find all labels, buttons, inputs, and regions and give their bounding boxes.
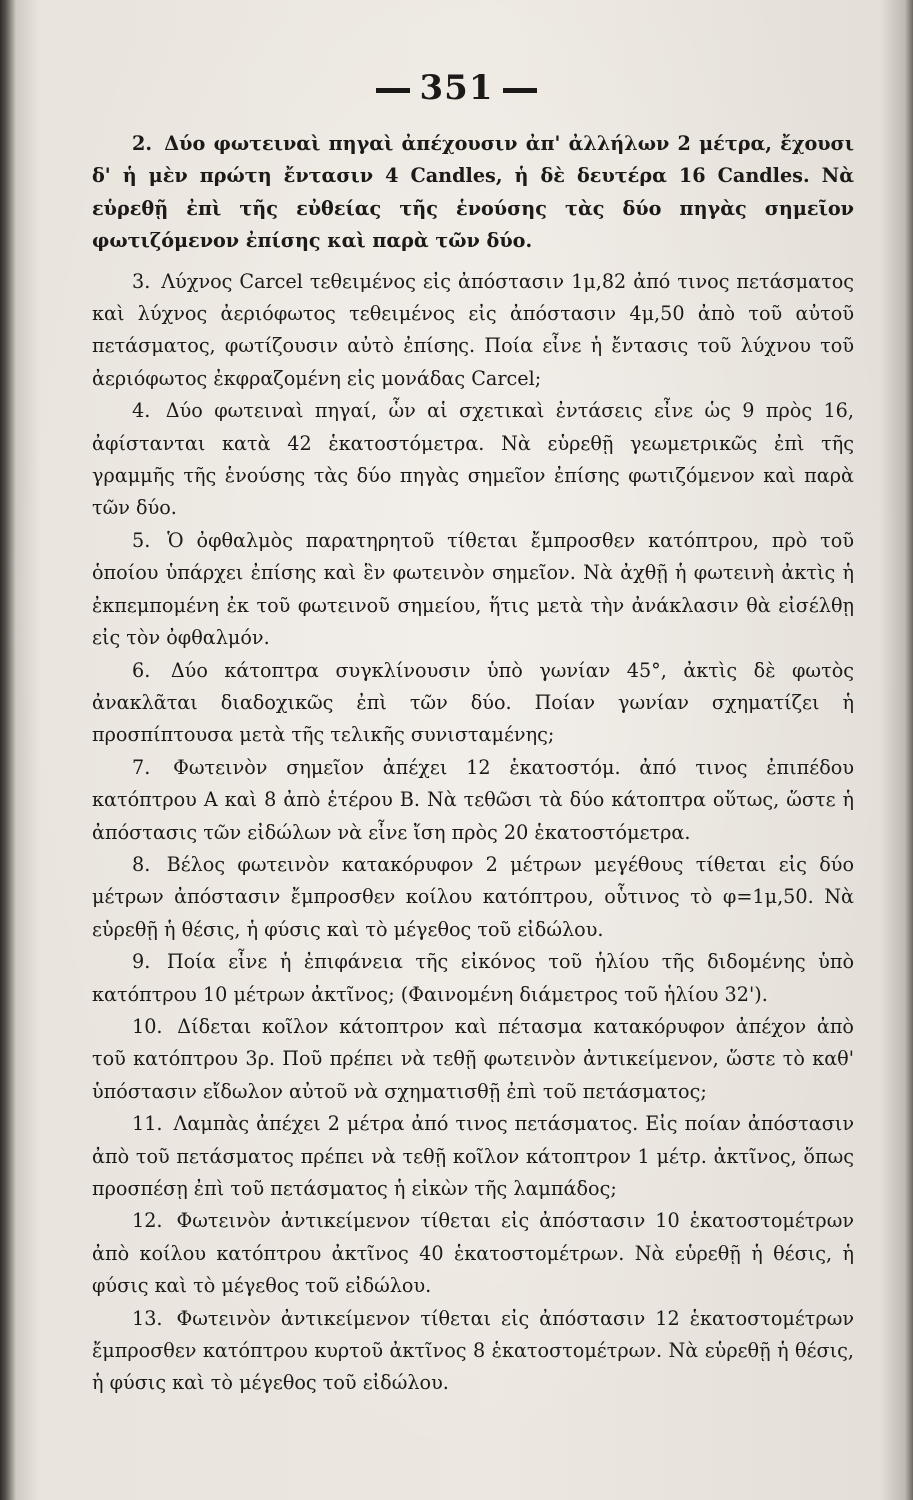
problem-text: Δύο κάτοπτρα συγκλίνουσιν ὑπὸ γωνίαν 45°, ἀκτὶς δὲ φωτὸς ἀνακλᾶται διαδοχικῶς ἐπὶ τῶν δύο. Ποίαν γωνίαν σχηματίζει ἡ προσπίπτουσα μετὰ τῆς τελικῆς συνισταμένης; (92, 658, 854, 747)
problem-text: Φωτεινὸν ἀντικείμενον τίθεται εἰς ἀπόστασιν 10 ἑκατοστομέτρων ἀπὸ κοίλου κατόπτρου ἀκτῖνος 40 ἑκατοστομέτρων. Νὰ εὑρεθῇ ἡ θέσις, ἡ φύσις καὶ τὸ μέγεθος τοῦ εἰδώλου. (92, 1209, 855, 1298)
problem-10 (92, 1011, 854, 1108)
page-number-value: 351 (419, 68, 494, 108)
page-number-dash-right (503, 88, 537, 93)
problem-number: 3. (132, 269, 151, 293)
problem-number: 6. (132, 658, 151, 682)
problem-list (92, 128, 854, 1400)
page-number (0, 68, 913, 108)
problem-12 (92, 1205, 854, 1302)
problem-text: Δίδεται κοῖλον κάτοπτρον καὶ πέτασμα κατακόρυφον ἀπέχον ἀπὸ τοῦ κατόπτρου 3ρ. Ποῦ πρέπει νὰ τεθῇ φωτεινὸν ἀντικείμενον, ὥστε τὸ καθ' ὑπόστασιν εἴδωλον αὐτοῦ νὰ σχηματισθῇ ἐπὶ τοῦ πετάσματος; (92, 1014, 854, 1103)
problem-13 (92, 1303, 854, 1400)
problem-11 (92, 1108, 854, 1205)
problem-number: 2. (132, 132, 153, 155)
problem-number: 10. (132, 1014, 163, 1038)
page-number-dash-left (376, 88, 410, 93)
problem-text: Φωτεινὸν ἀντικείμενον τίθεται εἰς ἀπόστασιν 12 ἑκατοστομέτρων ἔμπροσθεν κατόπτρου κυρτοῦ ἀκτῖνος 8 ἑκατοστομέτρων. Νὰ εὑρεθῇ ἡ θέσις, ἡ φύσις καὶ τὸ μέγεθος τοῦ εἰδώλου. (92, 1306, 855, 1395)
problem-text: Λύχνος Carcel τεθειμένος εἰς ἀπόστασιν 1μ,82 ἀπό τινος πετάσματος καὶ λύχνος ἀεριόφωτος τεθειμένος εἰς ἀπόστασιν 4μ,50 ἀπὸ τοῦ αὐτοῦ πετάσματος, φωτίζουσιν αὐτὸ ἐπίσης. Ποία εἶνε ἡ ἔντασις τοῦ λύχνου τοῦ ἀεριόφωτος ἐκφραζομένη εἰς μονάδας Carcel; (92, 269, 854, 390)
problem-number: 7. (132, 755, 151, 779)
problem-9 (92, 946, 854, 1011)
problem-8 (92, 849, 854, 946)
problem-text: Ὁ ὀφθαλμὸς παρατηρητοῦ τίθεται ἔμπροσθεν κατόπτρου, πρὸ τοῦ ὁποίου ὑπάρχει ἐπίσης καὶ ἓν φωτεινὸν σημεῖον. Νὰ ἀχθῇ ἡ φωτεινὴ ἀκτὶς ἡ ἐκπεμπομένη ἐκ τοῦ φωτεινοῦ σημείου, ἥτις μετὰ τὴν ἀνάκλασιν θὰ εἰσέλθῃ εἰς τὸν ὀφθαλμόν. (92, 528, 854, 650)
problem-4 (92, 395, 854, 525)
problem-3 (92, 266, 854, 396)
problem-5 (92, 525, 854, 655)
problem-6 (92, 655, 854, 752)
problem-number: 8. (132, 852, 151, 876)
problem-7 (92, 752, 854, 849)
problem-number: 13. (132, 1306, 163, 1330)
problem-text: Δύο φωτειναὶ πηγαὶ ἀπέχουσιν ἀπ' ἀλλήλων 2 μέτρα, ἔχουσι δ' ἡ μὲν πρώτη ἔντασιν 4 Candles, ἡ δὲ δευτέρα 16 Candles. Νὰ εὑρεθῇ ἐπὶ τῆς εὐθείας τῆς ἑνούσης τὰς δύο πηγὰς σημεῖον φωτιζόμενον ἐπίσης καὶ παρὰ τῶν δύο. (92, 132, 854, 253)
problem-number: 11. (132, 1112, 163, 1136)
problem-number: 12. (132, 1209, 163, 1233)
problem-text: Βέλος φωτεινὸν κατακόρυφον 2 μέτρων μεγέθους τίθεται εἰς δύο μέτρων ἀπόστασιν ἔμπροσθεν κοίλου κατόπτρου, οὗτινος τὸ φ=1μ,50. Νὰ εὑρεθῇ ἡ θέσις, ἡ φύσις καὶ τὸ μέγεθος τοῦ εἰδώλου. (92, 852, 854, 941)
problem-number: 5. (132, 528, 151, 552)
problem-text: Ποία εἶνε ἡ ἐπιφάνεια τῆς εἰκόνος τοῦ ἡλίου τῆς διδομένης ὑπὸ κατόπτρου 10 μέτρων ἀκτῖνος; (Φαινομένη διάμετρος τοῦ ἡλίου 32'). (92, 950, 854, 1006)
problem-number: 4. (132, 399, 151, 423)
problem-2 (92, 128, 854, 258)
problem-number: 9. (132, 950, 151, 974)
problem-text: Λαμπὰς ἀπέχει 2 μέτρα ἀπό τινος πετάσματος. Εἰς ποίαν ἀπόστασιν ἀπὸ τοῦ πετάσματος πρέπει νὰ τεθῇ κοῖλον κάτοπτρον 1 μέτρ. ἀκτῖνος, ὅπως προσπέσῃ ἐπὶ τοῦ πετάσματος ἡ εἰκὼν τῆς λαμπάδος; (92, 1112, 854, 1200)
problem-text: Φωτεινὸν σημεῖον ἀπέχει 12 ἑκατοστόμ. ἀπό τινος ἐπιπέδου κατόπτρου Α καὶ 8 ἀπὸ ἑτέρου Β. Νὰ τεθῶσι τὰ δύο κάτοπτρα οὕτως, ὥστε ἡ ἀπόστασις τῶν εἰδώλων νὰ εἶνε ἴση πρὸς 20 ἑκατοστόμετρα. (92, 755, 854, 844)
problem-text: Δύο φωτειναὶ πηγαί, ὧν αἱ σχετικαὶ ἐντάσεις εἶνε ὡς 9 πρὸς 16, ἀφίστανται κατὰ 42 ἑκατοστόμετρα. Νὰ εὑρεθῇ γεωμετρικῶς ἐπὶ τῆς γραμμῆς τῆς ἑνούσης τὰς δύο πηγὰς σημεῖον ἐπίσης φωτιζόμενον καὶ παρὰ τῶν δύο. (92, 399, 854, 520)
